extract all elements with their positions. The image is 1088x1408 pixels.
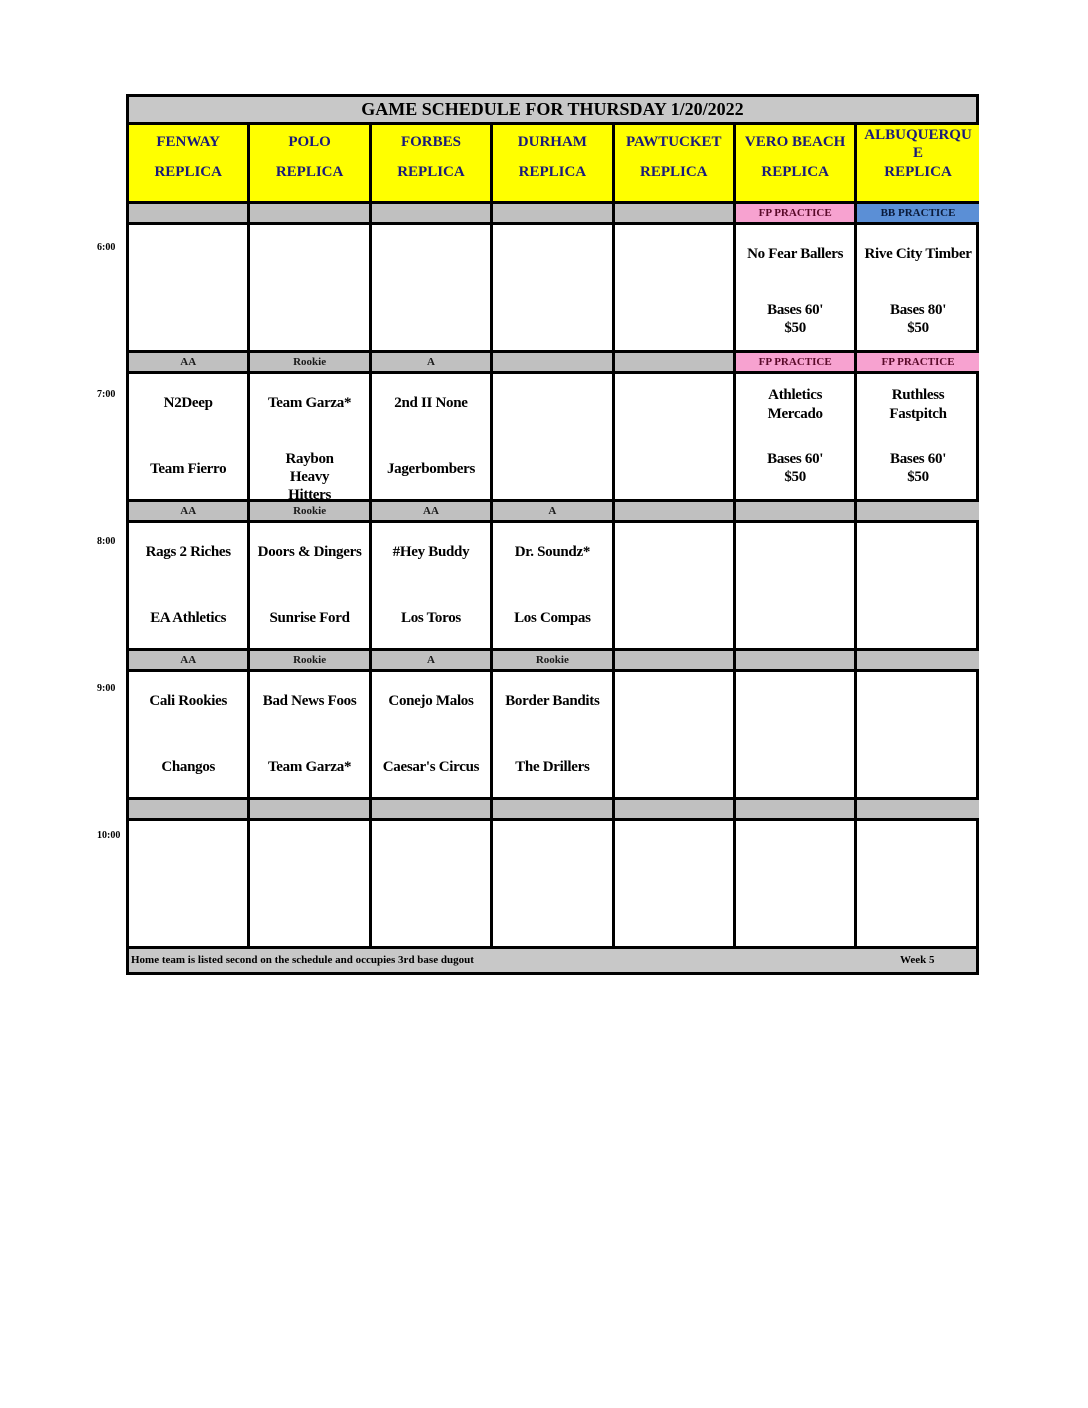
schedule-title: GAME SCHEDULE FOR THURSDAY 1/20/2022 xyxy=(129,97,976,125)
game-slot-row xyxy=(129,225,976,353)
division-label xyxy=(857,651,978,669)
home-team: Sunrise Ford xyxy=(269,610,350,626)
division-row xyxy=(129,502,976,523)
venue-sub: REPLICA xyxy=(518,164,587,180)
home-team: Team Fierro xyxy=(150,461,227,477)
week-label: Week 5 xyxy=(900,954,935,966)
venue-name: VERO BEACH xyxy=(744,134,846,150)
game-cell xyxy=(250,523,371,648)
division-label xyxy=(129,800,250,818)
game-cell xyxy=(736,225,857,350)
game-cell xyxy=(736,821,857,946)
venue-sub: REPLICA xyxy=(884,164,952,180)
venue-header-pawtucket xyxy=(615,125,736,201)
game-cell xyxy=(857,374,978,499)
division-label: BB PRACTICE xyxy=(857,204,978,222)
venue-name: PAWTUCKET xyxy=(625,134,722,150)
division-label xyxy=(736,502,857,520)
game-cell xyxy=(615,523,736,648)
game-cell xyxy=(493,225,614,350)
division-label xyxy=(615,502,736,520)
away-team: Cali Rookies xyxy=(149,693,228,709)
home-team: Los Compas xyxy=(514,610,591,626)
away-team: No Fear Ballers xyxy=(747,246,844,262)
game-cell xyxy=(372,374,493,499)
venue-header-row xyxy=(129,125,976,204)
game-slot-row xyxy=(129,523,976,651)
home-team: Team Garza* xyxy=(267,759,352,775)
game-cell xyxy=(129,374,250,499)
game-cell xyxy=(857,672,978,797)
division-label: FP PRACTICE xyxy=(857,353,978,371)
game-schedule-table xyxy=(126,94,979,975)
game-cell xyxy=(857,225,978,350)
division-row xyxy=(129,204,976,225)
game-cell xyxy=(129,672,250,797)
division-label: AA xyxy=(129,353,250,371)
division-label xyxy=(493,353,614,371)
division-row xyxy=(129,651,976,672)
schedule-footer xyxy=(129,949,976,972)
venue-header-forbes xyxy=(372,125,493,201)
away-team: Conejo Malos xyxy=(388,693,474,709)
game-cell xyxy=(250,821,371,946)
time-label: 9:00 xyxy=(97,683,116,694)
division-label xyxy=(736,800,857,818)
home-team: Bases 60' $50 xyxy=(890,451,947,485)
division-row xyxy=(129,353,976,374)
game-cell xyxy=(615,672,736,797)
home-team: Bases 60' $50 xyxy=(767,451,824,485)
division-label xyxy=(250,800,371,818)
division-label: A xyxy=(372,651,493,669)
game-cell xyxy=(372,225,493,350)
away-team: Doors & Dingers xyxy=(257,544,362,560)
home-team: Bases 60' $50 xyxy=(767,302,824,336)
away-team: N2Deep xyxy=(163,395,213,411)
game-cell xyxy=(493,821,614,946)
game-cell xyxy=(736,374,857,499)
division-label xyxy=(615,353,736,371)
game-cell xyxy=(857,523,978,648)
venue-header-polo xyxy=(250,125,371,201)
division-label xyxy=(129,204,250,222)
game-cell xyxy=(736,523,857,648)
game-cell xyxy=(857,821,978,946)
division-label: Rookie xyxy=(493,651,614,669)
division-label xyxy=(250,204,371,222)
away-team: Dr. Soundz* xyxy=(514,544,591,560)
division-label: AA xyxy=(129,502,250,520)
division-label: AA xyxy=(129,651,250,669)
venue-name: ALBUQUERQU E xyxy=(864,127,972,161)
time-label: 8:00 xyxy=(97,536,116,547)
division-label xyxy=(372,204,493,222)
division-label: Rookie xyxy=(250,651,371,669)
game-cell xyxy=(129,225,250,350)
game-cell xyxy=(615,225,736,350)
away-team: #Hey Buddy xyxy=(392,544,470,560)
division-label: FP PRACTICE xyxy=(736,353,857,371)
game-cell xyxy=(615,821,736,946)
home-team: EA Athletics xyxy=(150,610,227,626)
home-team: Raybon Heavy Hitters xyxy=(285,451,334,503)
division-label xyxy=(736,651,857,669)
away-team: Border Bandits xyxy=(505,693,600,709)
footer-note: Home team is listed second on the schedule and occupies 3rd base dugout xyxy=(131,954,474,966)
away-team: Rive City Timber xyxy=(864,246,972,262)
game-cell xyxy=(372,821,493,946)
away-team: Ruthless Fastpitch xyxy=(889,387,947,422)
game-cell xyxy=(129,821,250,946)
game-cell xyxy=(736,672,857,797)
home-team: Changos xyxy=(161,759,216,775)
home-team: The Drillers xyxy=(515,759,590,775)
division-label: FP PRACTICE xyxy=(736,204,857,222)
game-cell xyxy=(250,374,371,503)
time-label: 6:00 xyxy=(97,242,116,253)
time-label: 7:00 xyxy=(97,389,116,400)
game-cell xyxy=(372,672,493,797)
venue-name: DURHAM xyxy=(517,134,587,150)
game-cell xyxy=(129,523,250,648)
venue-name: POLO xyxy=(288,134,331,150)
division-label xyxy=(493,800,614,818)
away-team: Team Garza* xyxy=(267,395,352,411)
home-team: Los Toros xyxy=(400,610,461,626)
game-cell xyxy=(493,523,614,648)
venue-header-fenway xyxy=(129,125,250,201)
venue-sub: REPLICA xyxy=(397,164,465,180)
division-label xyxy=(615,651,736,669)
home-team: Bases 80' $50 xyxy=(890,302,947,336)
away-team: 2nd II None xyxy=(394,395,468,411)
game-slot-row xyxy=(129,374,976,502)
division-label: A xyxy=(372,353,493,371)
home-team: Caesar's Circus xyxy=(382,759,480,775)
venue-sub: REPLICA xyxy=(275,164,344,180)
venue-name: FENWAY xyxy=(156,134,221,150)
game-cell xyxy=(493,672,614,797)
game-cell xyxy=(493,374,614,499)
venue-name: FORBES xyxy=(400,134,461,150)
division-label xyxy=(372,800,493,818)
game-cell xyxy=(250,672,371,797)
division-label: Rookie xyxy=(250,353,371,371)
venue-sub: REPLICA xyxy=(761,164,829,180)
venue-header-durham xyxy=(493,125,614,201)
game-cell xyxy=(615,374,736,499)
away-team: Rags 2 Riches xyxy=(145,544,231,560)
venue-header-albuquerque xyxy=(857,125,978,201)
game-cell xyxy=(372,523,493,648)
division-label xyxy=(615,204,736,222)
away-team: Athletics Mercado xyxy=(767,387,823,422)
venue-sub: REPLICA xyxy=(154,164,222,180)
division-label: A xyxy=(493,502,614,520)
time-slots xyxy=(129,204,976,949)
home-team: Jagerbombers xyxy=(386,461,475,477)
division-label xyxy=(615,800,736,818)
time-label: 10:00 xyxy=(97,830,121,841)
venue-header-vero-beach xyxy=(736,125,857,201)
division-label xyxy=(857,800,978,818)
division-label: AA xyxy=(372,502,493,520)
away-team: Bad News Foos xyxy=(262,693,357,709)
division-label xyxy=(857,502,978,520)
venue-sub: REPLICA xyxy=(640,164,708,180)
game-slot-row xyxy=(129,821,976,949)
game-slot-row xyxy=(129,672,976,800)
game-cell xyxy=(250,225,371,350)
division-row xyxy=(129,800,976,821)
division-label: Rookie xyxy=(250,502,371,520)
division-label xyxy=(493,204,614,222)
